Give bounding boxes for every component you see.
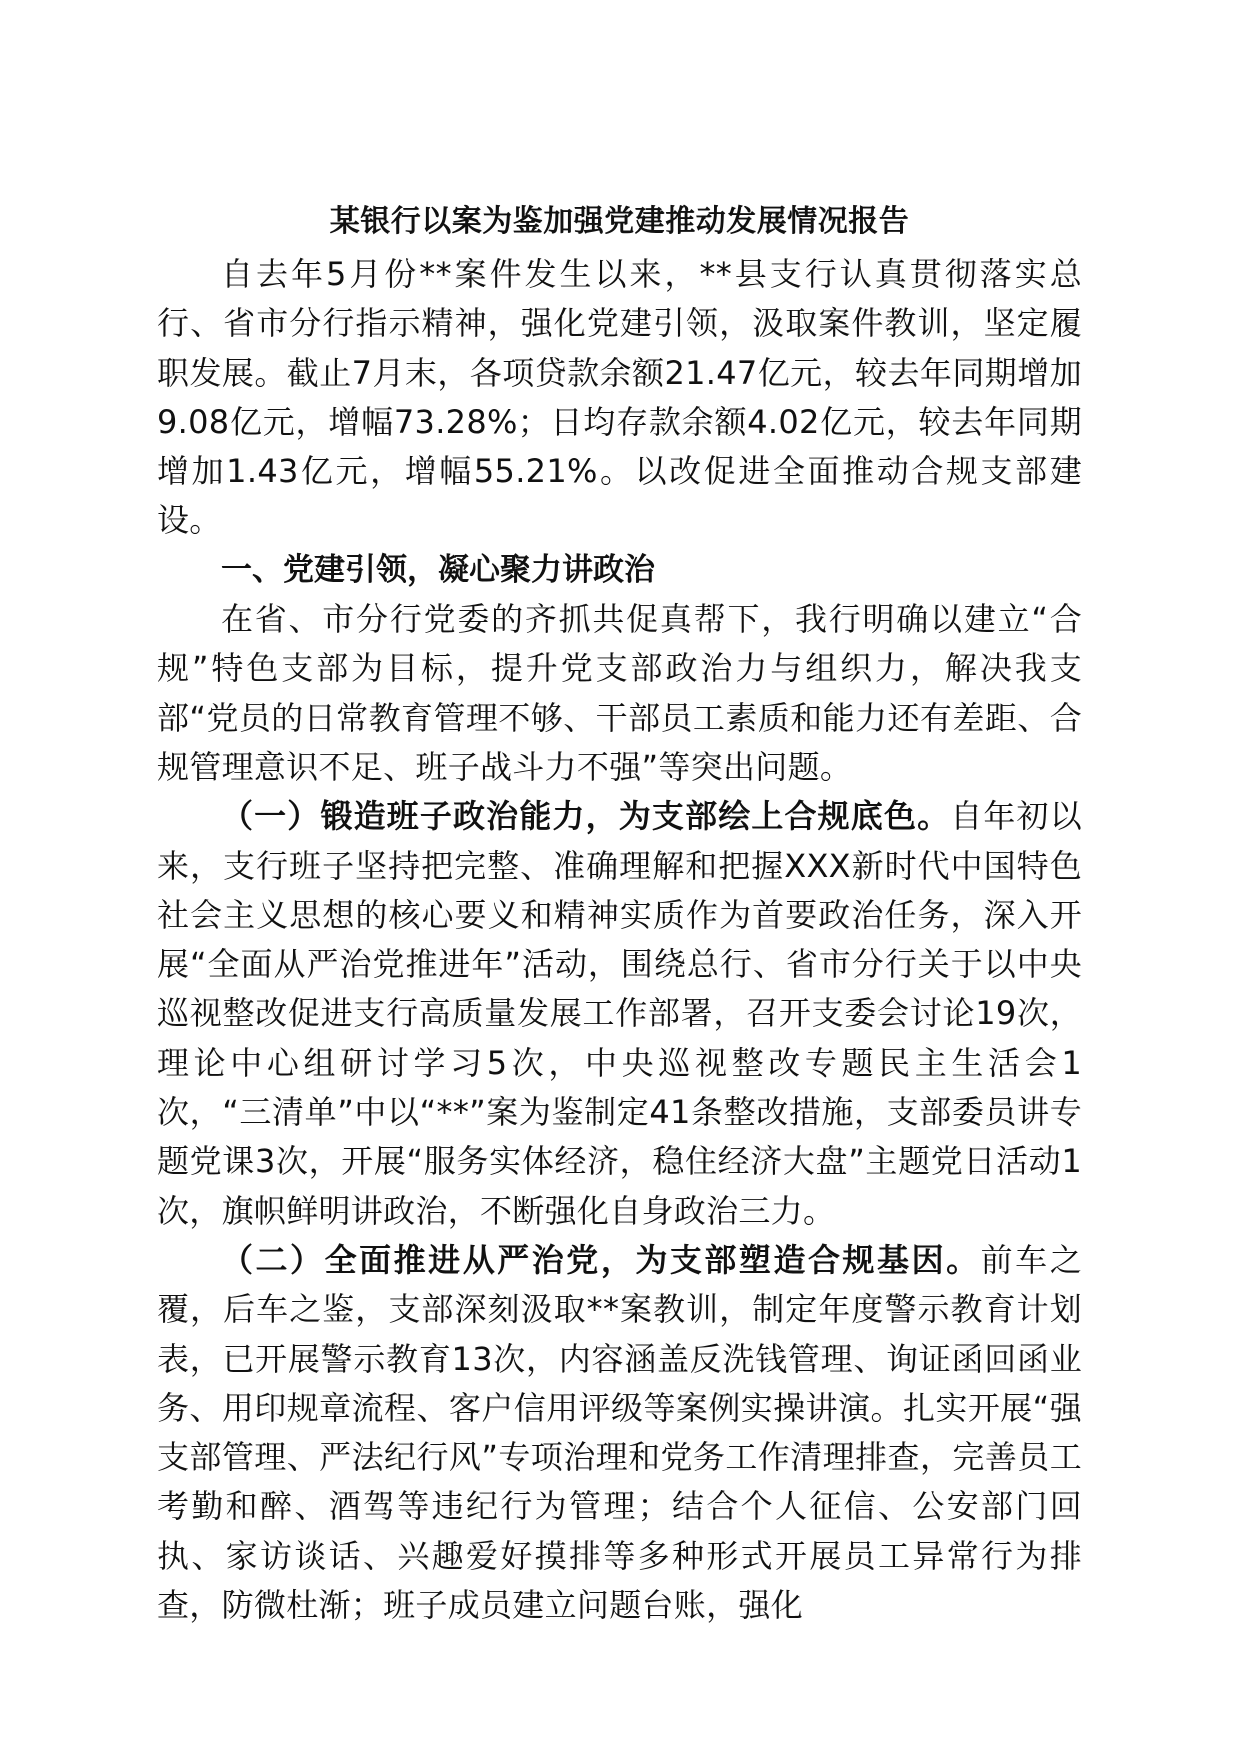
subsection-1-body: 自年初以来，支行班子坚持把完整、准确理解和把握XXX新时代中国特色社会主义思想的核心要义和精神实质作为首要政治任务，深入开展“全面从严治党推进年”活动，围绕总行、省市分行关于以中央巡视整改促进支行高质量发展工作部署，召开支委会讨论19次，理论中心组研讨学习5次，中央巡视整改专题民主生活会1次，“三清单”中以“**”案为鉴制定41条整改措施，支部委员讲专题党课3次，开展“服务实体经济，稳住经济大盘”主题党日活动1次，旗帜鲜明讲政治，不断强化自身政治三力。: [157, 797, 1082, 1230]
subsection-2-body: 前车之覆，后车之鉴，支部深刻汲取**案教训，制定年度警示教育计划表，已开展警示教育13次，内容涵盖反洗钱管理、询证函回函业务、用印规章流程、客户信用评级等案例实操讲演。扎实开展“强支部管理、严法纪行风”专项治理和党务工作清理排查，完善员工考勤和醉、酒驾等违纪行为管理；结合个人征信、公安部门回执、家访谈话、兴趣爱好摸排等多种形式开展员工异常行为排查，防微杜渐；班子成员建立问题台账，强化: [157, 1240, 1082, 1625]
section-heading: 一、党建引领，凝心聚力讲政治: [221, 551, 655, 588]
subsection-2-lead: （二）全面推进从严治党，为支部塑造合规基因。: [221, 1240, 981, 1279]
document-title: 某银行以案为鉴加强党建推动发展情况报告: [329, 204, 910, 239]
intro-paragraph: 自去年5月份**案件发生以来，**县支行认真贯彻落实总行、省市分行指示精神，强化党建引领，汲取案件教训，坚定履职发展。截止7月末，各项贷款余额21.47亿元，较去年同期增加9.08亿元，增幅73.28%；日均存款余额4.02亿元，较去年同期增加1.43亿元，增幅55.21%。以改促进全面推动合规支部建设。: [157, 255, 1082, 540]
document-page: [157, 200, 1082, 1630]
subsection-1: [157, 792, 1082, 1236]
subsection-2: [157, 1236, 1082, 1630]
subsection-1-lead: （一）锻造班子政治能力，为支部绘上合规底色。: [221, 797, 951, 836]
section-paragraph: 在省、市分行党委的齐抓共促真帮下，我行明确以建立“合规”特色支部为目标，提升党支部政治力与组织力，解决我支部“党员的日常教育管理不够、干部员工素质和能力还有差距、合规管理意识不足、班子战斗力不强”等突出问题。: [157, 600, 1082, 786]
